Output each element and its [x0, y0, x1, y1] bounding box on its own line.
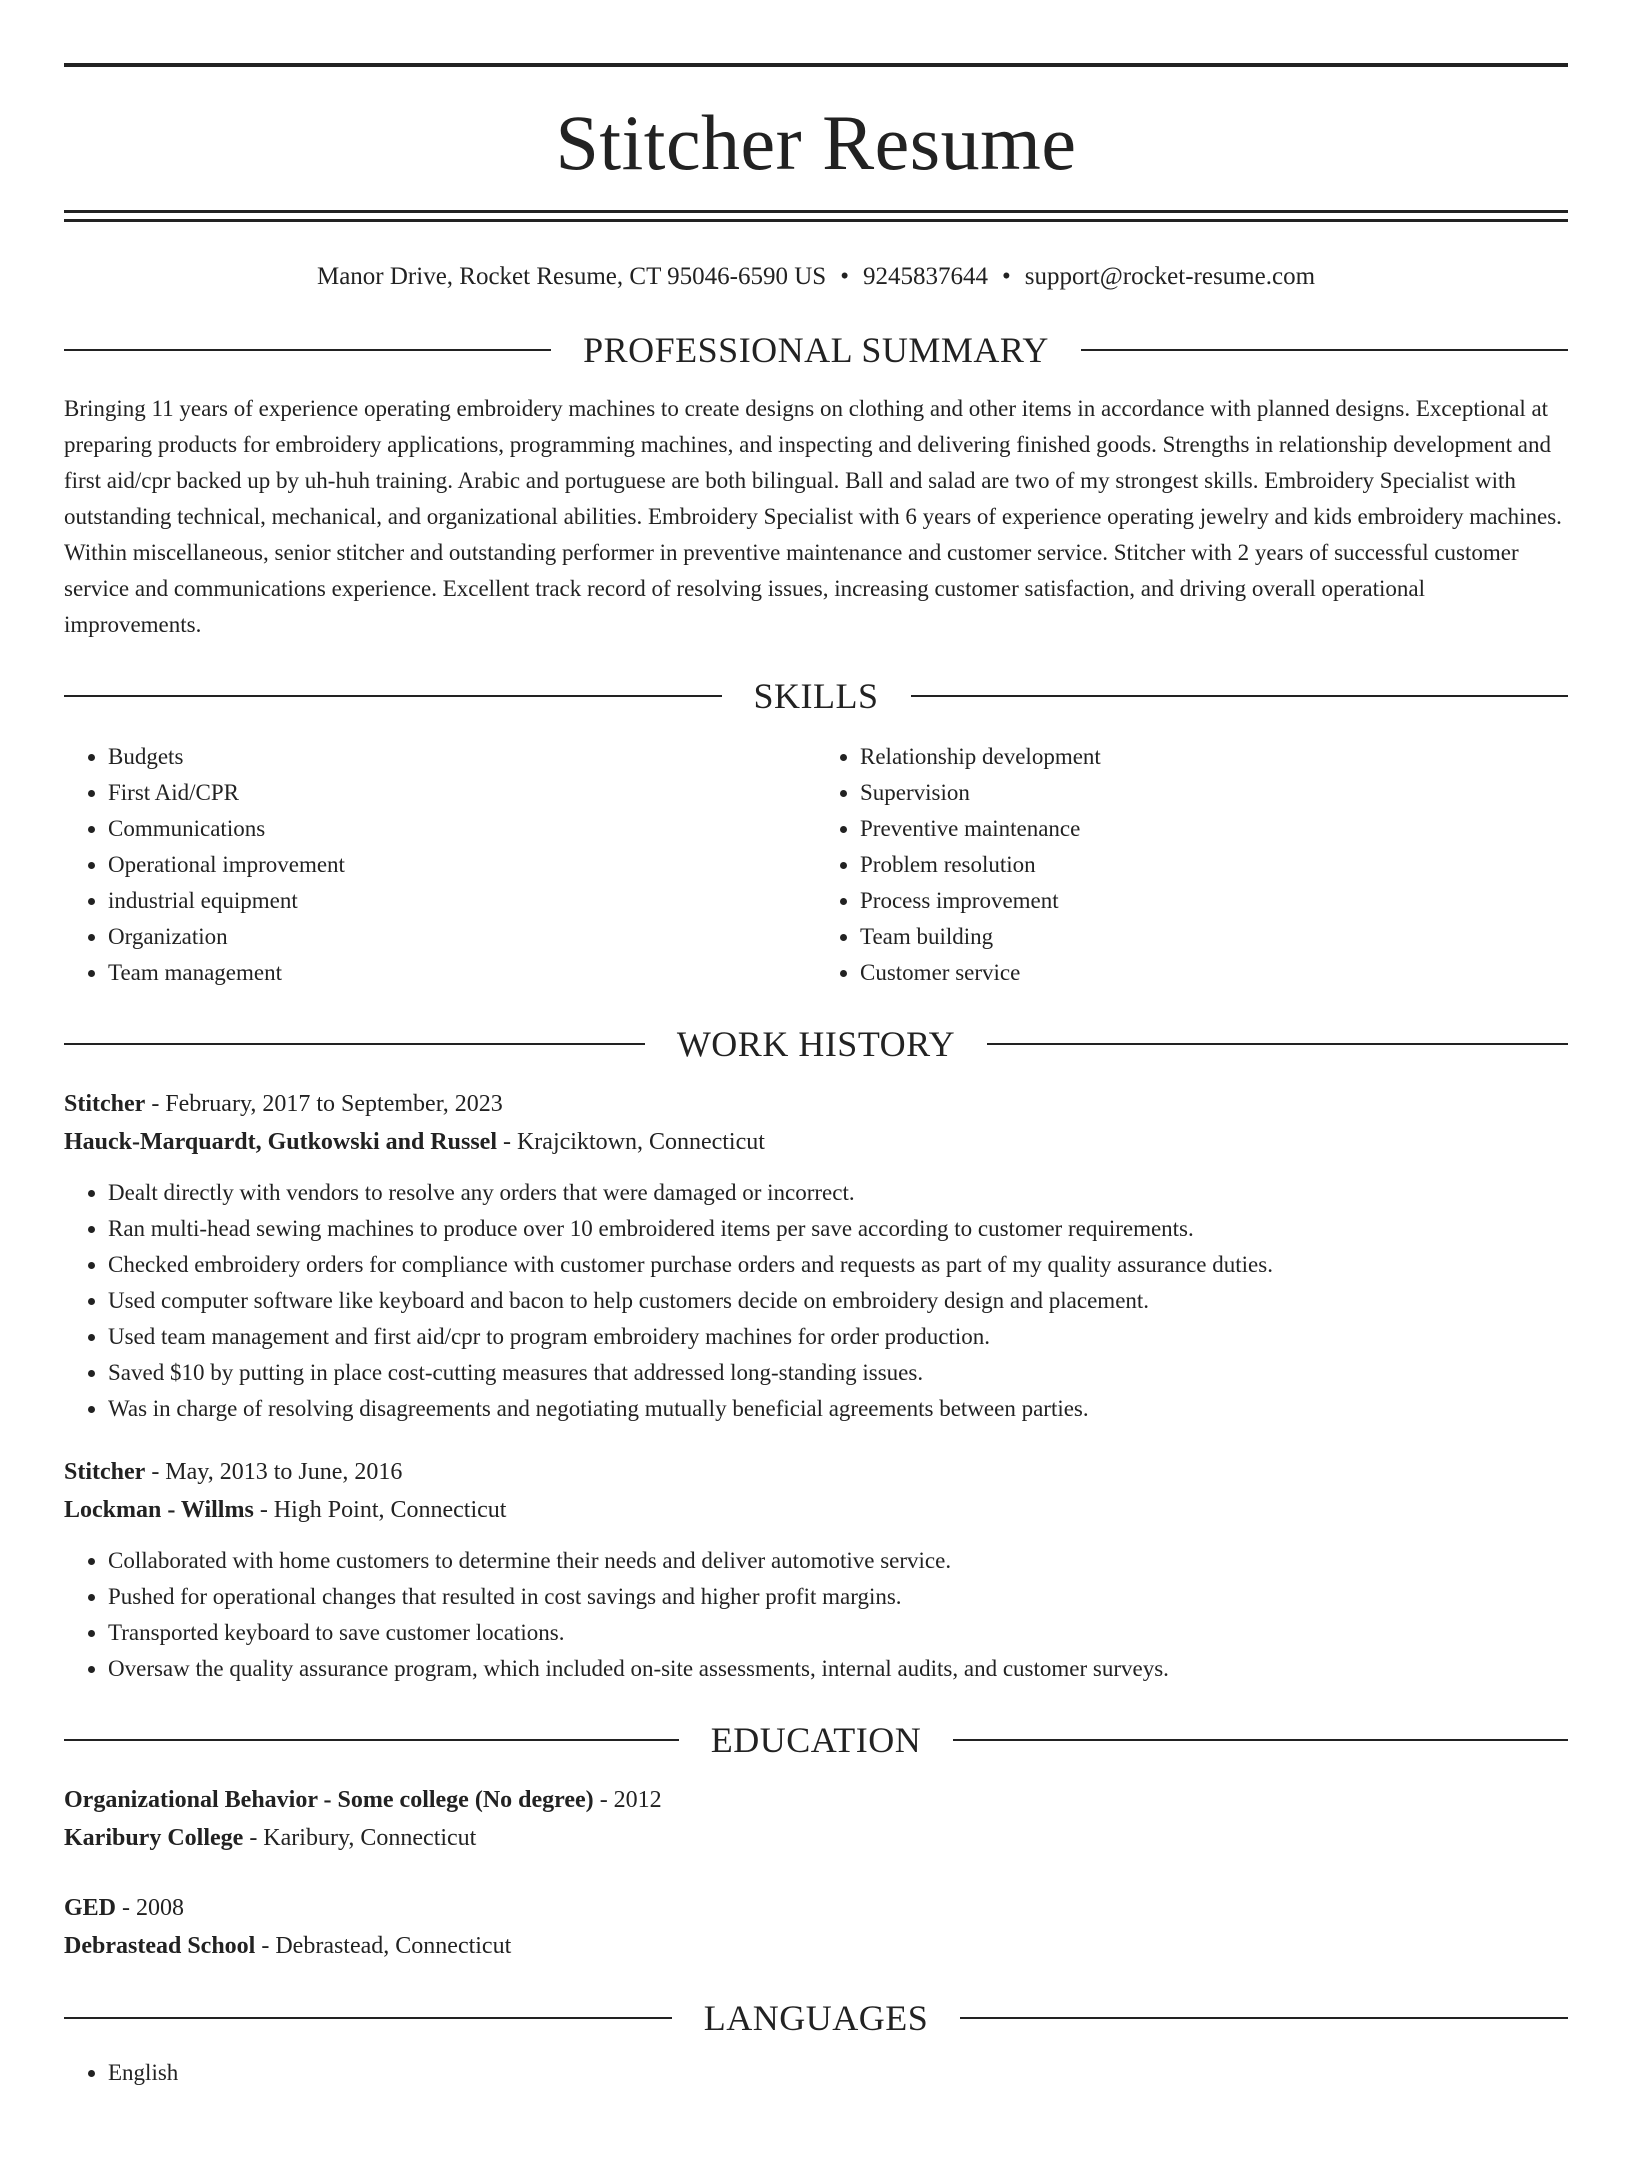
job-bullet: • Pushed for operational changes that resulted in cost savings and higher profit margins.	[108, 1579, 1568, 1615]
contact-email: support@rocket-resume.com	[1024, 263, 1316, 290]
skill-item: • Customer service	[860, 955, 1568, 991]
summary-heading	[64, 325, 1568, 375]
heading-rule	[911, 695, 1569, 697]
job-bullet: • Used team management and first aid/cpr to program embroidery machines for order production.	[108, 1319, 1568, 1355]
skill-item: • industrial equipment	[108, 883, 816, 919]
contact-phone: 9245837644	[862, 263, 988, 290]
job-bullet: • Used computer software like keyboard and bacon to help customers decide on embroidery design and placement.	[108, 1283, 1568, 1319]
languages-heading	[64, 1993, 1568, 2043]
skill-item: • Budgets	[108, 739, 816, 775]
heading-rule	[960, 2017, 1568, 2019]
skill-item: • Supervision	[860, 775, 1568, 811]
job-bullet: • Checked embroidery orders for compliance with customer purchase orders and requests as part of my quality assurance duties.	[108, 1247, 1568, 1283]
contact-line	[64, 257, 1568, 297]
skills-column-right	[816, 739, 1568, 991]
heading-rule	[64, 695, 722, 697]
education-title: EDUCATION	[710, 1720, 922, 1760]
contact-separator: •	[1001, 263, 1011, 290]
skills-heading	[64, 671, 1568, 721]
language-item: • English	[108, 2055, 1568, 2091]
heading-rule	[987, 1043, 1568, 1045]
heading-rule	[64, 349, 551, 351]
education-entry	[64, 1781, 1568, 1857]
resume-page	[0, 63, 1632, 2175]
education-location: - Debrastead, Connecticut	[255, 1933, 512, 1959]
job-bullet: • Was in charge of resolving disagreements and negotiating mutually beneficial agreements between parties.	[108, 1391, 1568, 1427]
languages-list	[64, 2055, 1568, 2091]
skill-item: • Relationship development	[860, 739, 1568, 775]
education-degree-line	[64, 1889, 1568, 1927]
job-entry	[64, 1453, 1568, 1687]
skill-item: • Problem resolution	[860, 847, 1568, 883]
contact-address: Manor Drive, Rocket Resume, CT 95046-6590 US	[316, 263, 827, 290]
job-bullet: • Transported keyboard to save customer locations.	[108, 1615, 1568, 1651]
job-bullets	[64, 1175, 1568, 1427]
education-school: Debrastead School	[64, 1933, 256, 1959]
skill-item: • Process improvement	[860, 883, 1568, 919]
skill-item: • Team management	[108, 955, 816, 991]
job-company: Lockman - Willms	[64, 1497, 254, 1523]
skill-item: • Operational improvement	[108, 847, 816, 883]
education-degree-line	[64, 1781, 1568, 1819]
education-heading	[64, 1715, 1568, 1765]
job-company-line	[64, 1491, 1568, 1529]
skills-column-left	[64, 739, 816, 991]
heading-rule	[64, 1739, 679, 1741]
education-year: - 2008	[116, 1895, 185, 1921]
job-dates: - May, 2013 to June, 2016	[145, 1459, 403, 1485]
heading-rule	[64, 2017, 672, 2019]
job-bullet: • Dealt directly with vendors to resolve any orders that were damaged or incorrect.	[108, 1175, 1568, 1211]
job-company-line	[64, 1123, 1568, 1161]
education-school-line	[64, 1927, 1568, 1965]
work-heading	[64, 1019, 1568, 1069]
job-entry	[64, 1085, 1568, 1427]
heading-rule	[1081, 349, 1568, 351]
skill-item: • Communications	[108, 811, 816, 847]
skill-item: • Preventive maintenance	[860, 811, 1568, 847]
skill-item: • Team building	[860, 919, 1568, 955]
skills-title: SKILLS	[753, 676, 879, 716]
languages-title: LANGUAGES	[703, 1998, 929, 2038]
job-location: - High Point, Connecticut	[253, 1497, 507, 1523]
job-role: Stitcher	[64, 1459, 146, 1485]
education-school: Karibury College	[64, 1825, 244, 1851]
job-role-line	[64, 1085, 1568, 1123]
education-year: - 2012	[593, 1787, 662, 1813]
education-degree: GED	[64, 1895, 117, 1921]
skills-list	[64, 739, 1568, 991]
job-role-line	[64, 1453, 1568, 1491]
education-school-line	[64, 1819, 1568, 1857]
job-bullet: • Oversaw the quality assurance program, which included on-site assessments, internal audits, and customer surveys.	[108, 1651, 1568, 1687]
contact-separator: •	[840, 263, 849, 290]
skill-item: • Organization	[108, 919, 816, 955]
header-double-rule	[64, 210, 1568, 222]
heading-rule	[64, 1043, 645, 1045]
job-bullet: • Saved $10 by putting in place cost-cutting measures that addressed long-standing issues.	[108, 1355, 1568, 1391]
job-bullet: • Ran multi-head sewing machines to produce over 10 embroidered items per save according to customer requirements.	[108, 1211, 1568, 1247]
job-bullets	[64, 1543, 1568, 1687]
job-dates: - February, 2017 to September, 2023	[145, 1091, 503, 1117]
summary-text: Bringing 11 years of experience operating embroidery machines to create designs on clothing and other items in accordance with planned designs. Exceptional at preparing products for embroidery applications, programming machines, and inspecting and delivering finished goods. Strengths in relationship development and first aid/cpr backed up by uh-huh training. Arabic and portuguese are both bilingual. Ball and salad are two of my strongest skills. Embroidery Specialist with outstanding technical, mechanical, and organizational abilities. Embroidery Specialist with 6 years of experience operating jewelry and kids embroidery machines. Within miscellaneous, senior stitcher and outstanding performer in preventive maintenance and customer service. Stitcher with 2 years of successful customer service and communications experience. Excellent track record of resolving issues, increasing customer satisfaction, and driving overall operational improvements.	[64, 396, 1562, 637]
job-bullet: • Collaborated with home customers to determine their needs and deliver automotive service.	[108, 1543, 1568, 1579]
job-company: Hauck-Marquardt, Gutkowski and Russel	[64, 1129, 497, 1155]
job-role: Stitcher	[64, 1091, 146, 1117]
resume-title: Stitcher Resume	[555, 99, 1077, 186]
education-degree: Organizational Behavior - Some college (No degree)	[64, 1787, 594, 1813]
heading-rule	[953, 1739, 1568, 1741]
education-entry	[64, 1889, 1568, 1965]
work-title: WORK HISTORY	[676, 1024, 956, 1064]
job-location: - Krajciktown, Connecticut	[496, 1129, 765, 1155]
skill-item: • First Aid/CPR	[108, 775, 816, 811]
summary-title: PROFESSIONAL SUMMARY	[583, 330, 1049, 370]
header-top-rule	[64, 63, 1568, 67]
education-location: - Karibury, Connecticut	[243, 1825, 477, 1851]
